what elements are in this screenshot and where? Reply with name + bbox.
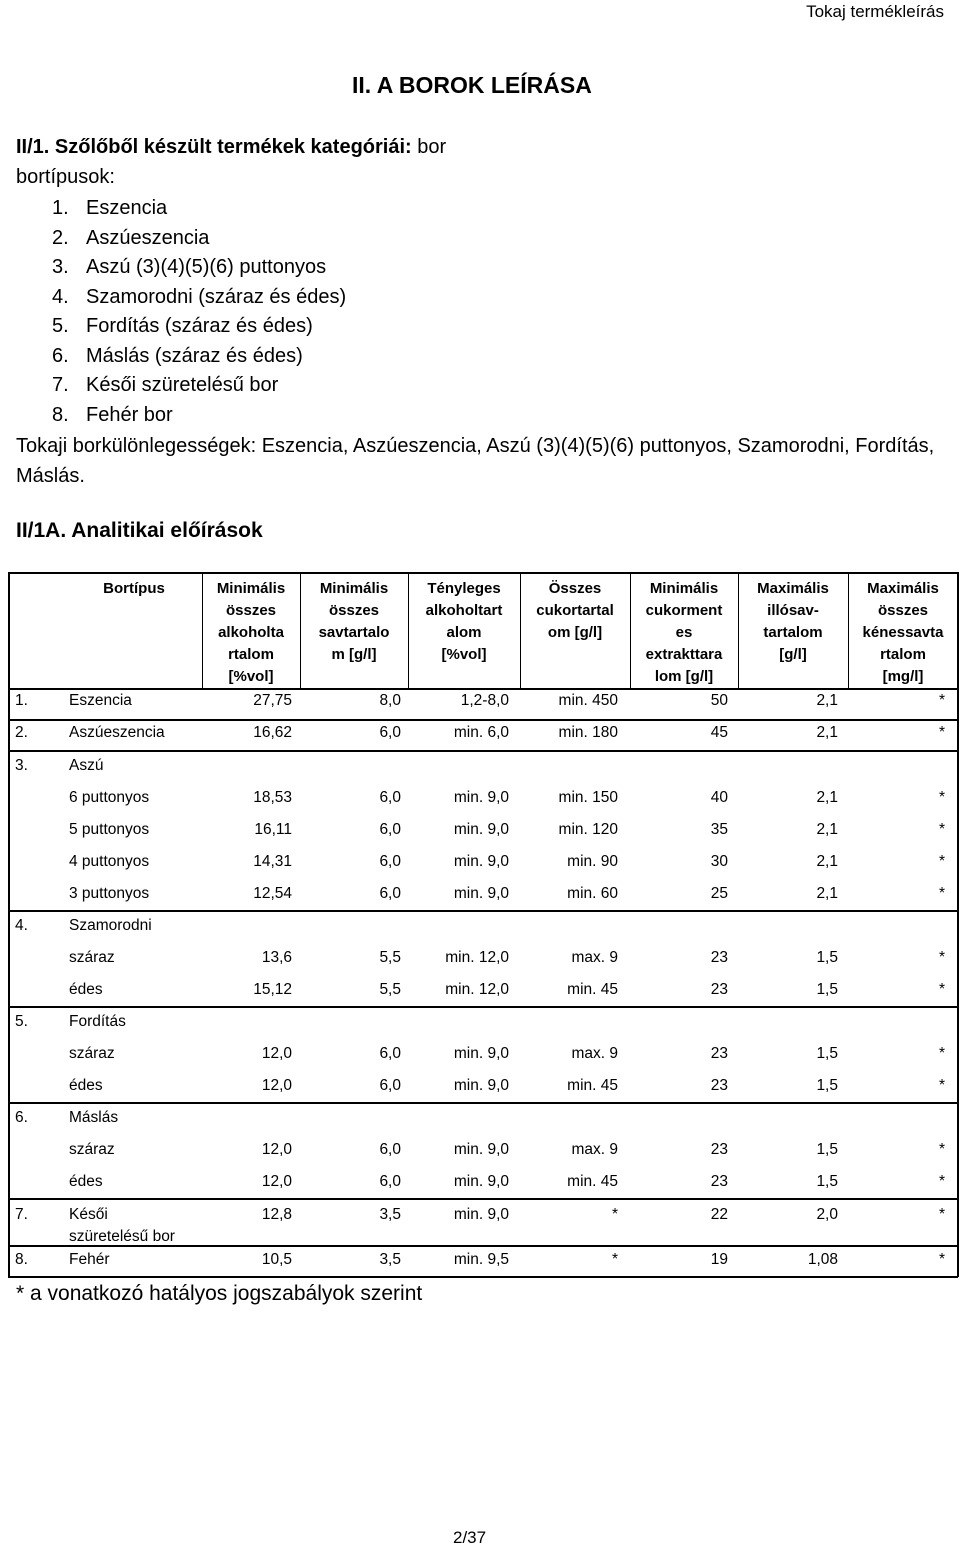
categories-label: II/1. Szőlőből készült termékek kategóriái: (16, 136, 412, 158)
table-line (8, 910, 958, 912)
table-line (8, 719, 958, 721)
list-item: 3. Aszú (3)(4)(5)(6) puttonyos (52, 256, 327, 278)
list-item: 5. Fordítás (száraz és édes) (52, 315, 313, 337)
table-line (8, 1198, 958, 1200)
running-header: Tokaj termékleírás (806, 2, 944, 21)
list-item: 7. Késői szüretelésű bor (52, 374, 279, 396)
categories-line (16, 136, 446, 159)
table-line (738, 572, 739, 688)
header-type: Bortípus (103, 580, 165, 597)
list-item: 8. Fehér bor (52, 403, 173, 426)
table-line (202, 572, 203, 688)
list-item: 6. Máslás (száraz és édes) (52, 344, 303, 367)
analytics-table: Bortípus Minimális összes alkoholta rtalom [%vol] Minimális összes savtartalo m [g/l] Tényleges alkoholtart alom [%vol] Összes cukortartal om [g/l] Minimális cukorment es extrakttara lom [g/l] Maximális illósav- tartalom [g/l] Maximális összes kénessavta rtalom [mg/l] 1. Eszencia 27,75 8,0 1,2-8,0 min. 450 50 2,1 * 2. Aszúeszencia 16,62 6,0 min. 6,0 min. 180 45 2,1 * 3. Aszú 6 puttonyos 18,53 6,0 min. 9,0 min. 150 40 2,1 * 5 puttonyos 16,11 6,0 min. 9,0 min. 120 35 2,1 * 4 puttonyos 14,31 6,0 min. 9,0 min. 90 30 2,1 * 3 puttonyos 12,54 6,0 min. 9,0 min. 60 25 2,1 * 4. Szamorodni száraz 13,6 5,5 min. 12,0 max. 9 23 1,5 * édes 15,12 5,5 min. 12,0 min. 45 23 1,5 * 5. Fordítás száraz 12,0 6,0 min. 9,0 max. 9 23 1,5 * édes 12,0 6,0 min. 9,0 min. 45 23 1,5 * 6. Máslás száraz 12,0 6,0 min. 9,0 max. 9 23 1,5 * édes 12,0 6,0 min. 9,0 min. 45 23 1,5 * 7. Késői szüretelésű bor 12,8 3,5 min. 9,0 * 22 2,0 * 8. Fehér 10,5 3,5 min. 9,5 * 19 1,08 * (0, 0, 960, 1552)
table-line (8, 1276, 958, 1278)
table-line (408, 572, 409, 688)
table-line (8, 572, 10, 1277)
table-line (8, 1006, 958, 1008)
table-line (630, 572, 631, 688)
categories-value: bor (417, 136, 447, 158)
header-alc-total: Minimális összes alkoholta rtalom [%vol] (216, 580, 286, 685)
table-line (8, 750, 958, 752)
wine-type-list (52, 195, 346, 431)
list-item: 2. Aszúeszencia (52, 226, 210, 249)
list-item: 1. Eszencia (52, 197, 168, 219)
table-line (8, 572, 958, 574)
section-title: II. A BOROK LEÍRÁSA (352, 72, 592, 98)
wine-types-label: bortípusok: (16, 166, 115, 188)
footnote: * a vonatkozó hatályos jogszabályok szerint (16, 1282, 423, 1305)
page-number: 2/37 (453, 1528, 487, 1547)
table-line (300, 572, 301, 688)
table-line (8, 688, 958, 690)
header-sulfur: Maximális összes kénessavta rtalom [mg/l] (862, 580, 944, 685)
table-line (8, 1245, 958, 1247)
header-volatile: Maximális illósav- tartalom [g/l] (757, 580, 829, 663)
table-line (520, 572, 521, 688)
list-item: 4. Szamorodni (száraz és édes) (52, 285, 347, 308)
table-line (957, 572, 959, 1277)
subsection-title: II/1A. Analitikai előírások (16, 519, 263, 542)
table-line (8, 1102, 958, 1104)
header-sugar: Összes cukortartal om [g/l] (536, 580, 614, 641)
header-acid: Minimális összes savtartalo m [g/l] (318, 580, 390, 663)
header-extract: Minimális cukorment es extrakttara lom [g/l] (645, 580, 723, 685)
header-alc-actual: Tényleges alkoholtart alom [%vol] (425, 580, 503, 663)
table-line (848, 572, 849, 688)
specialties-paragraph: Tokaji borkülönlegességek: Eszencia, Aszúeszencia, Aszú (3)(4)(5)(6) puttonyos, Szamorodni, Fordítás, Máslás. (16, 435, 935, 487)
